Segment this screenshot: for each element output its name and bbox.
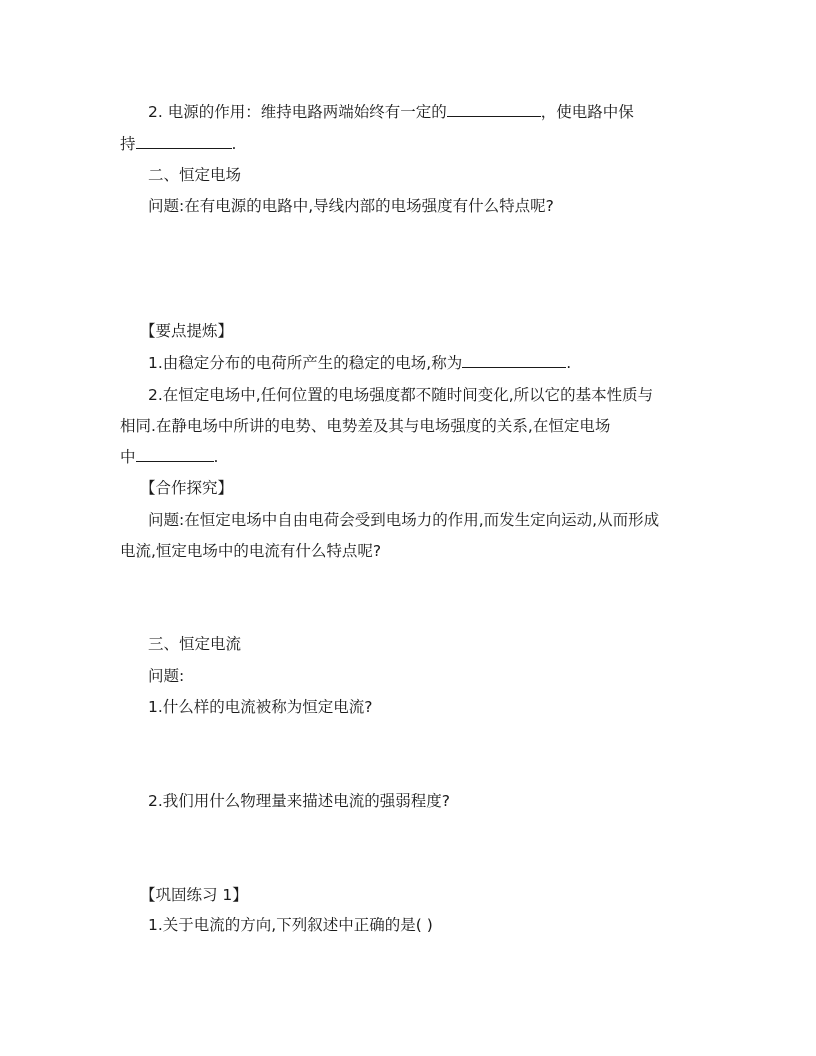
text-key-1a: 1.由稳定分布的电荷所产生的稳定的电场,称为 xyxy=(148,354,463,372)
text-power-role-b: ，使电路中保 xyxy=(540,103,634,121)
key-point-2-cont: 相同.在静电场中所讲的电势、电势差及其与电场强度的关系,在恒定电场 xyxy=(120,417,611,435)
section-heading-cooperative: 【合作探究】 xyxy=(140,479,234,497)
question-constant-field: 问题:在有电源的电路中,导线内部的电场强度有什么特点呢? xyxy=(148,197,554,215)
paragraph-power-role-cont xyxy=(120,133,236,155)
section-heading-constant-current: 三、恒定电流 xyxy=(148,635,242,653)
blank-field[interactable] xyxy=(136,133,232,149)
text-key-2d: . xyxy=(213,448,219,466)
question-1: 1.什么样的电流被称为恒定电流? xyxy=(148,698,373,716)
section-heading-key-points: 【要点提炼】 xyxy=(140,322,234,340)
question-cooperative: 问题:在恒定电场中自由电荷会受到电场力的作用,而发生定向运动,从而形成 xyxy=(148,511,660,529)
text-power-role-c: 持 xyxy=(120,135,136,153)
paragraph-power-role xyxy=(148,101,634,123)
section-heading-constant-field: 二、恒定电场 xyxy=(148,166,242,184)
key-point-2-end xyxy=(120,446,218,468)
question-2: 2.我们用什么物理量来描述电流的强弱程度? xyxy=(148,792,451,810)
text-key-2c: 中 xyxy=(120,448,136,466)
key-point-2: 2.在恒定电场中,任何位置的电场强度都不随时间变化,所以它的基本性质与 xyxy=(148,386,654,404)
practice-question-1: 1.关于电流的方向,下列叙述中正确的是( ) xyxy=(148,916,433,934)
question-cooperative-cont: 电流,恒定电场中的电流有什么特点呢? xyxy=(120,542,382,560)
text-key-1b: . xyxy=(566,354,572,372)
blank-field[interactable] xyxy=(447,101,541,117)
text-power-role-a: 2. 电源的作用：维持电路两端始终有一定的 xyxy=(148,103,447,121)
blank-field[interactable] xyxy=(462,352,566,368)
text-power-role-d: . xyxy=(231,135,237,153)
section-heading-practice: 【巩固练习 1】 xyxy=(140,886,248,904)
blank-field[interactable] xyxy=(136,446,214,462)
question-label: 问题: xyxy=(148,667,185,685)
key-point-1 xyxy=(148,352,571,374)
